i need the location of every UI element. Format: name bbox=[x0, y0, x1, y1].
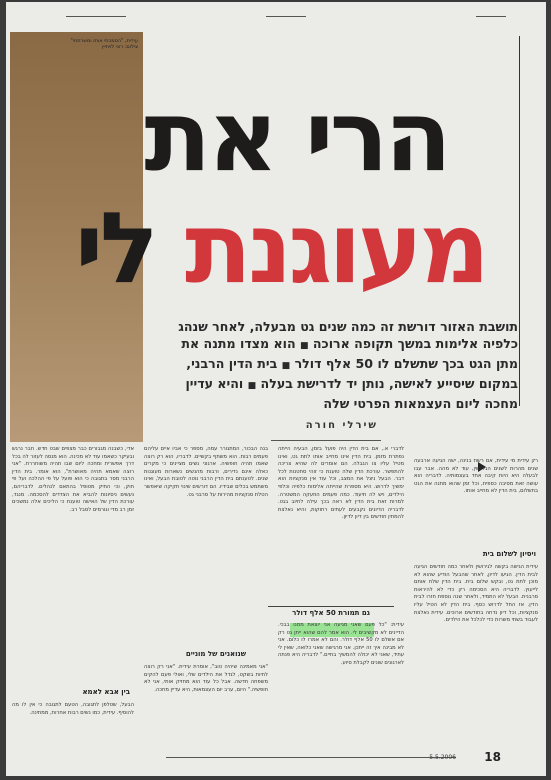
column-1-text: רק עידית מי עידית, אם רשת בנינה, ישה הגיעה ארבעה שנים מהרות לשנים הגירושין, עוד לא מהה. אבר עבו לבעלה היא היות קיבה אחד בעצמותיה. לדבריה הוא עושה זאת מסיבה כספית, וכל זמן שהוא מתנה את הגט בתשלום, בית הדין לא מחייב אותו. bbox=[414, 458, 538, 495]
photo-caption: עידית, "הסמכתי אותו ומשרתתי" צילום: רוני לויתיין bbox=[70, 38, 138, 50]
headline-line-2 bbox=[74, 192, 486, 306]
column-4-box-heading: בין אבא לאמא bbox=[82, 688, 130, 696]
page-number: 18 bbox=[484, 750, 501, 764]
byline: שירלי חורה bbox=[305, 420, 378, 431]
column-3-subhead: שנואנים של מוניים bbox=[185, 650, 246, 658]
column-4-body: הבעל, שטלפן לתגובה, הטעם לתגובה כי אין לו מה להוסיף. עידית, כמו נשים רבות אחרות, ממתינה. bbox=[12, 702, 134, 716]
byline-rule bbox=[271, 440, 381, 441]
crop-mark bbox=[476, 16, 506, 17]
crop-mark bbox=[66, 16, 126, 17]
box-heading: גם תמורת 50 אלף דולר bbox=[268, 606, 394, 617]
newspaper-page bbox=[6, 2, 546, 776]
crop-mark bbox=[266, 16, 306, 17]
column-3-body: "אני מאמינה שיהיה טוב", אומרת עידית. "אני רק רוצה לחיות בשקט, לגדל את הילדים שלי, ואולי פעם להקים משפחה חדשה. אבל כל עוד הוא מחזיק אותי, אני לא חופשיה." היום, ערב יום העצמאות, היא עדיין מחכה. bbox=[144, 664, 268, 693]
column-2-body: עידית: "כל פעם שאני מגיעה אני יוצאת ממנו בבכי. הדיינים לא מקשיבים לי. הוא אמר להם שהוא ייתן גט רק אם אשלם לו 50 אלף דולר. והם לא אמרו לו כלום. אני לא מבינה איך זה ייתכן. אני מרגישה שאני כלואה, שאין לי עתיד, שאני לא יכולה להמשיך בחיים." לדבריה היא פנתה לארגונים שונים לקבלת סיוע. bbox=[278, 622, 404, 666]
subhead: תושבת האזור דורשת זה כמה שנים גט מבעלה, לאחר שנהג כלפיה אלימות במשך תקופה ארוכה ■ הוא מצדו מתנה את מתן הגט בכך שתשלם לו 50 אלף דולר ■ בית הדין הרבני, במקום שיסייע לאישה, נותן יד לדרישת בעלה ■ והיא עדיין מחכה ליום העצמאות הפרטי שלה bbox=[178, 319, 518, 411]
headline-line-1: הרי את bbox=[144, 80, 448, 194]
column-rule bbox=[519, 36, 520, 406]
issue-date: 5.5.2006 bbox=[429, 754, 456, 761]
column-4-text: אדי, כשבנה מגבורים כבר מצפים שבט חדש. חבר נרגש ובעיקר כשאמו עוד לא מכינה. הוא מנסה לעזור לה בכל דרך אפשרית ומחכה ליום שבו תהיה משוחררת. "אני רוצה שאמא תהיה מאושרת", הוא אומר. בית הדין הרבני מסר בתגובה כי הוא פועל על פי ההלכה ועל פי חוק, וכי התיק מטופל בהתאם לנהלים. לדבריהם, נעשים ניסיונות להביא את הצדדים להסכמה. מנגד, עורכת הדין של האישה טוענת כי הליכים אלה נמשכים זמן רב מדי וגורמים לסבל רב. bbox=[12, 446, 134, 513]
headline-black-word: לי bbox=[74, 192, 155, 306]
column-1-body: עידית הגישה בקשה לגירושין ולאחר כמה חודשים הגיעה לבית הדין. הגיעו לדיון, לאחר שהבעל הודיע שהוא לא מוכן לתת גט, ובקש שלום בית. בית הדין שלח אותם לייעוץ. לדבריה היא הסכימה רק כדי לא להיראות סרבנית. הבעל לא התמיד, ולאחר שנה נוספת חזרו לבית הדין. אז החל לדרוש כסף. בית הדין לא הטיל עליו סנקציות, וכל דיון נדחה בחודשים ארוכים. עידית נאלצת לעבוד בשתי משרות כדי לכלכל את הילדים. bbox=[414, 564, 538, 624]
column-2-text: לדברי א., אם בית הדין היה פועל בזמן, הבעיה הייתה נפתרת מזמן. בית הדין אינו מחייב אותו לתת גט, ואינו מטיל עליו צו הגבלה. הם אומרים לה שהיא צריכה להתפשר. עורכת הדין שלה טוענת כי זוהי סחטנות לכל דבר. הבעל ניצל את המצב, וכל עוד אין סנקציות הוא ימשיך לדרוש. היא מספרת שהייתה אלימות כלפיה וכלפי הילדים, ויש לה תיעוד. כמה פעמים הוזעקה המשטרה. למרות זאת בית הדין לא ראה בכך עילה לחיוב בגט. לדבריה הדיונים נקבעים לעתים רחוקות, והיא נאלצת להמתין חודשים בין דיון לדיון. bbox=[278, 446, 404, 521]
column-1-subhead: ויסיון לשלום בית bbox=[482, 550, 536, 558]
column-3-text: בנה הבכור, המתגורר עמה, מספר כי אביו איים עליהם פעמים רבות. הוא משתף בקשיים. לדבריו, הוא רק רוצה שאמו תהיה חופשיה. ארגוני נשים מציינים כי מקרים כאלה אינם נדירים, ורבות מהנשים נשארות מעוגנות שנים. לטענתם בית הדין הרבני נוטה לטובת הבעל, ואינו משתמש בכלים שבידיו. הם דורשים שינוי חקיקה שיאפשר הטלת סנקציות מהירות על סרבני גט. bbox=[144, 446, 268, 498]
footer-rule bbox=[166, 757, 456, 758]
headline-red-word: מעוגנת bbox=[185, 192, 486, 306]
